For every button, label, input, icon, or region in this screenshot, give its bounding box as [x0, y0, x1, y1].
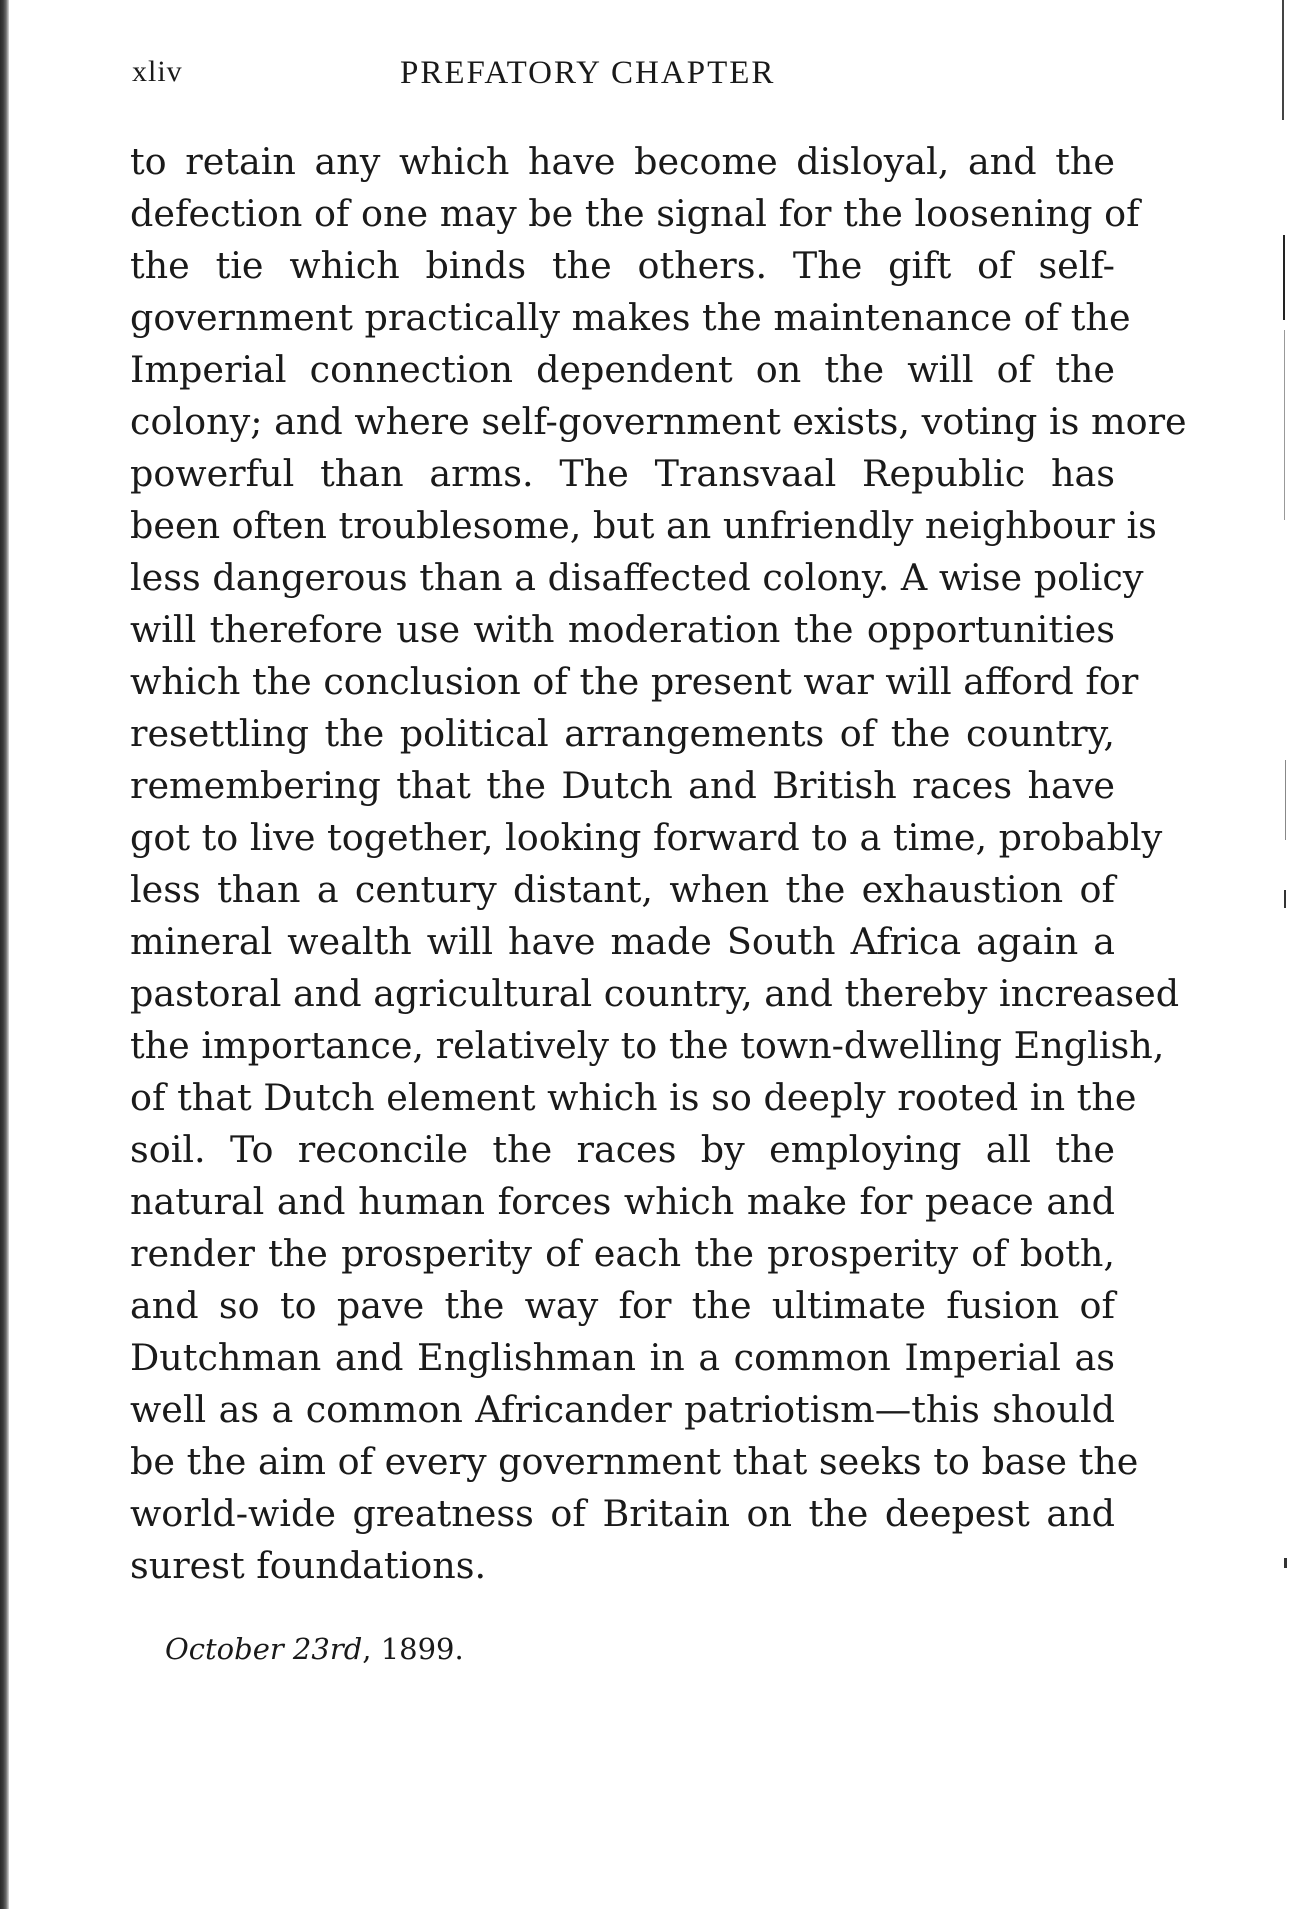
- text-line: which the conclusion of the present war will afford for: [130, 660, 1139, 703]
- text-line: colony; and where self-government exists, voting is more: [130, 400, 1187, 443]
- binding-edge: [0, 0, 9, 1909]
- text-line: less than a century distant, when the exhaustion of: [130, 868, 1115, 911]
- text-line: surest foundations.: [130, 1544, 487, 1587]
- text-line: resettling the political arrangements of the country,: [130, 712, 1115, 755]
- text-line: and so to pave the way for the ultimate fusion of: [130, 1284, 1115, 1327]
- text-line: Imperial connection dependent on the will of the: [130, 348, 1115, 391]
- page-number: xliv: [132, 55, 183, 88]
- text-line: got to live together, looking forward to a time, probably: [130, 816, 1163, 859]
- body-text: [130, 136, 1187, 1592]
- text-line: world-wide greatness of Britain on the deepest and: [130, 1492, 1115, 1535]
- text-line: powerful than arms. The Transvaal Republic has: [130, 452, 1115, 495]
- text-line: the tie which binds the others. The gift of self-: [130, 244, 1115, 287]
- scan-mark: [1284, 890, 1286, 908]
- text-line: mineral wealth will have made South Africa again a: [130, 920, 1115, 963]
- text-line: defection of one may be the signal for the loosening of: [130, 192, 1140, 235]
- text-line: be the aim of every government that seeks to base the: [130, 1440, 1139, 1483]
- text-line: been often troublesome, but an unfriendly neighbour is: [130, 504, 1157, 547]
- text-line: government practically makes the maintenance of the: [130, 296, 1131, 339]
- text-line: pastoral and agricultural country, and thereby increased: [130, 972, 1180, 1015]
- running-head: [0, 55, 1301, 95]
- scan-mark: [1285, 760, 1286, 840]
- dateline-month-day: October 23rd: [165, 1632, 363, 1666]
- text-line: well as a common Africander patriotism—this should: [130, 1388, 1115, 1431]
- text-line: soil. To reconcile the races by employing all the: [130, 1128, 1115, 1171]
- text-line: Dutchman and Englishman in a common Imperial as: [130, 1336, 1115, 1379]
- scan-mark: [1284, 1558, 1287, 1568]
- text-line: the importance, relatively to the town-dwelling English,: [130, 1024, 1165, 1067]
- text-line: remembering that the Dutch and British races have: [130, 764, 1115, 807]
- chapter-title: PREFATORY CHAPTER: [400, 55, 776, 91]
- text-line: less dangerous than a disaffected colony. A wise policy: [130, 556, 1144, 599]
- text-line: to retain any which have become disloyal, and the: [130, 140, 1115, 183]
- dateline-year: , 1899.: [362, 1632, 464, 1666]
- text-line: of that Dutch element which is so deeply rooted in the: [130, 1076, 1137, 1119]
- scan-mark: [1283, 235, 1285, 320]
- dateline: [165, 1632, 464, 1666]
- text-line: render the prosperity of each the prosperity of both,: [130, 1232, 1115, 1275]
- text-line: will therefore use with moderation the opportunities: [130, 608, 1115, 651]
- scan-mark: [1284, 330, 1285, 520]
- text-line: natural and human forces which make for peace and: [130, 1180, 1115, 1223]
